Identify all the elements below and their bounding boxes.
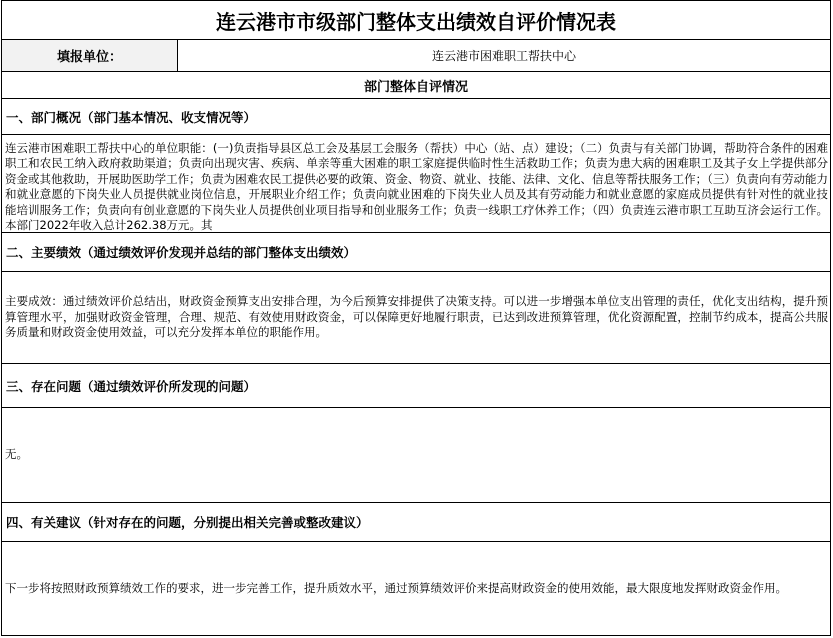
fill-unit-label: 填报单位： (2, 40, 178, 71)
section-issues-text: 无。 (5, 447, 28, 462)
section-overview-body[interactable]: 连云港市困难职工帮扶中心的单位职能：(一)负责指导县区总工会及基层工会服务（帮扶）中心（站、点）建设；（二）负责与有关部门协调，帮助符合条件的困难职工和农民工纳入政府救助渠道；负责向出现灾害、疾病、单亲等重大困难的职工家庭提供临时性生活救助工作；负责为患大病的困难职工及其子女上学提供部分资金或其他救助，开展助医助学工作；负责为困难农民工提供必要的政策、资金、物资、就业、技能、法律、文化、信息等帮扶服务工作；（三）负责向有劳动能力和就业意愿的下岗失业人员提供就业岗位信息，开展职业介绍工作；负责向就业困难的下岗失业人员及其有劳动能力和就业意愿的家庭成员提供有针对性的就业技能培训服务工作；负责向有创业意愿的下岗失业人员提供创业项目指导和创业服务工作；负责一线职工疗休养工作；（四）负责连云港市职工互助互济会运行工作。本部门2022年收入总计262.38万元。其 (1, 135, 831, 233)
section-performance-text: 主要成效：通过绩效评价总结出，财政资金预算支出安排合理，为今后预算安排提供了决策支持。可以进一步增强本单位支出管理的责任，优化支出结构，提升预算管理水平，加强财政资金管理，合理、规范、有效使用财政资金，可以保障更好地履行职责，已达到改进预算管理，优化资源配置，控制节约成本，提高公共服务质量和财政资金使用效益，可以充分发挥本单位的职能作用。 (5, 294, 828, 340)
section-performance-body[interactable] (1, 272, 831, 364)
fill-unit-row (1, 40, 831, 72)
section-suggestions-body[interactable] (1, 542, 831, 636)
self-evaluation-header: 部门整体自评情况 (1, 72, 831, 99)
section-performance-heading: 二、主要绩效（通过绩效评价发现并总结的部门整体支出绩效） (1, 233, 831, 272)
sheet-title: 连云港市市级部门整体支出绩效自评价情况表 (1, 0, 831, 40)
fill-unit-value[interactable]: 连云港市困难职工帮扶中心 (431, 49, 576, 63)
section-suggestions-heading: 四、有关建议（针对存在的问题，分别提出相关完善或整改建议） (1, 503, 831, 542)
section-issues-heading: 三、存在问题（通过绩效评价所发现的问题） (1, 364, 831, 408)
section-overview-heading: 一、部门概况（部门基本情况、收支情况等） (1, 99, 831, 135)
section-suggestions-text: 下一步将按照财政预算绩效工作的要求，进一步完善工作，提升质效水平，通过预算绩效评价来提高财政资金的使用效能，最大限度地发挥财政资金作用。 (5, 580, 787, 595)
section-issues-body[interactable] (1, 408, 831, 503)
